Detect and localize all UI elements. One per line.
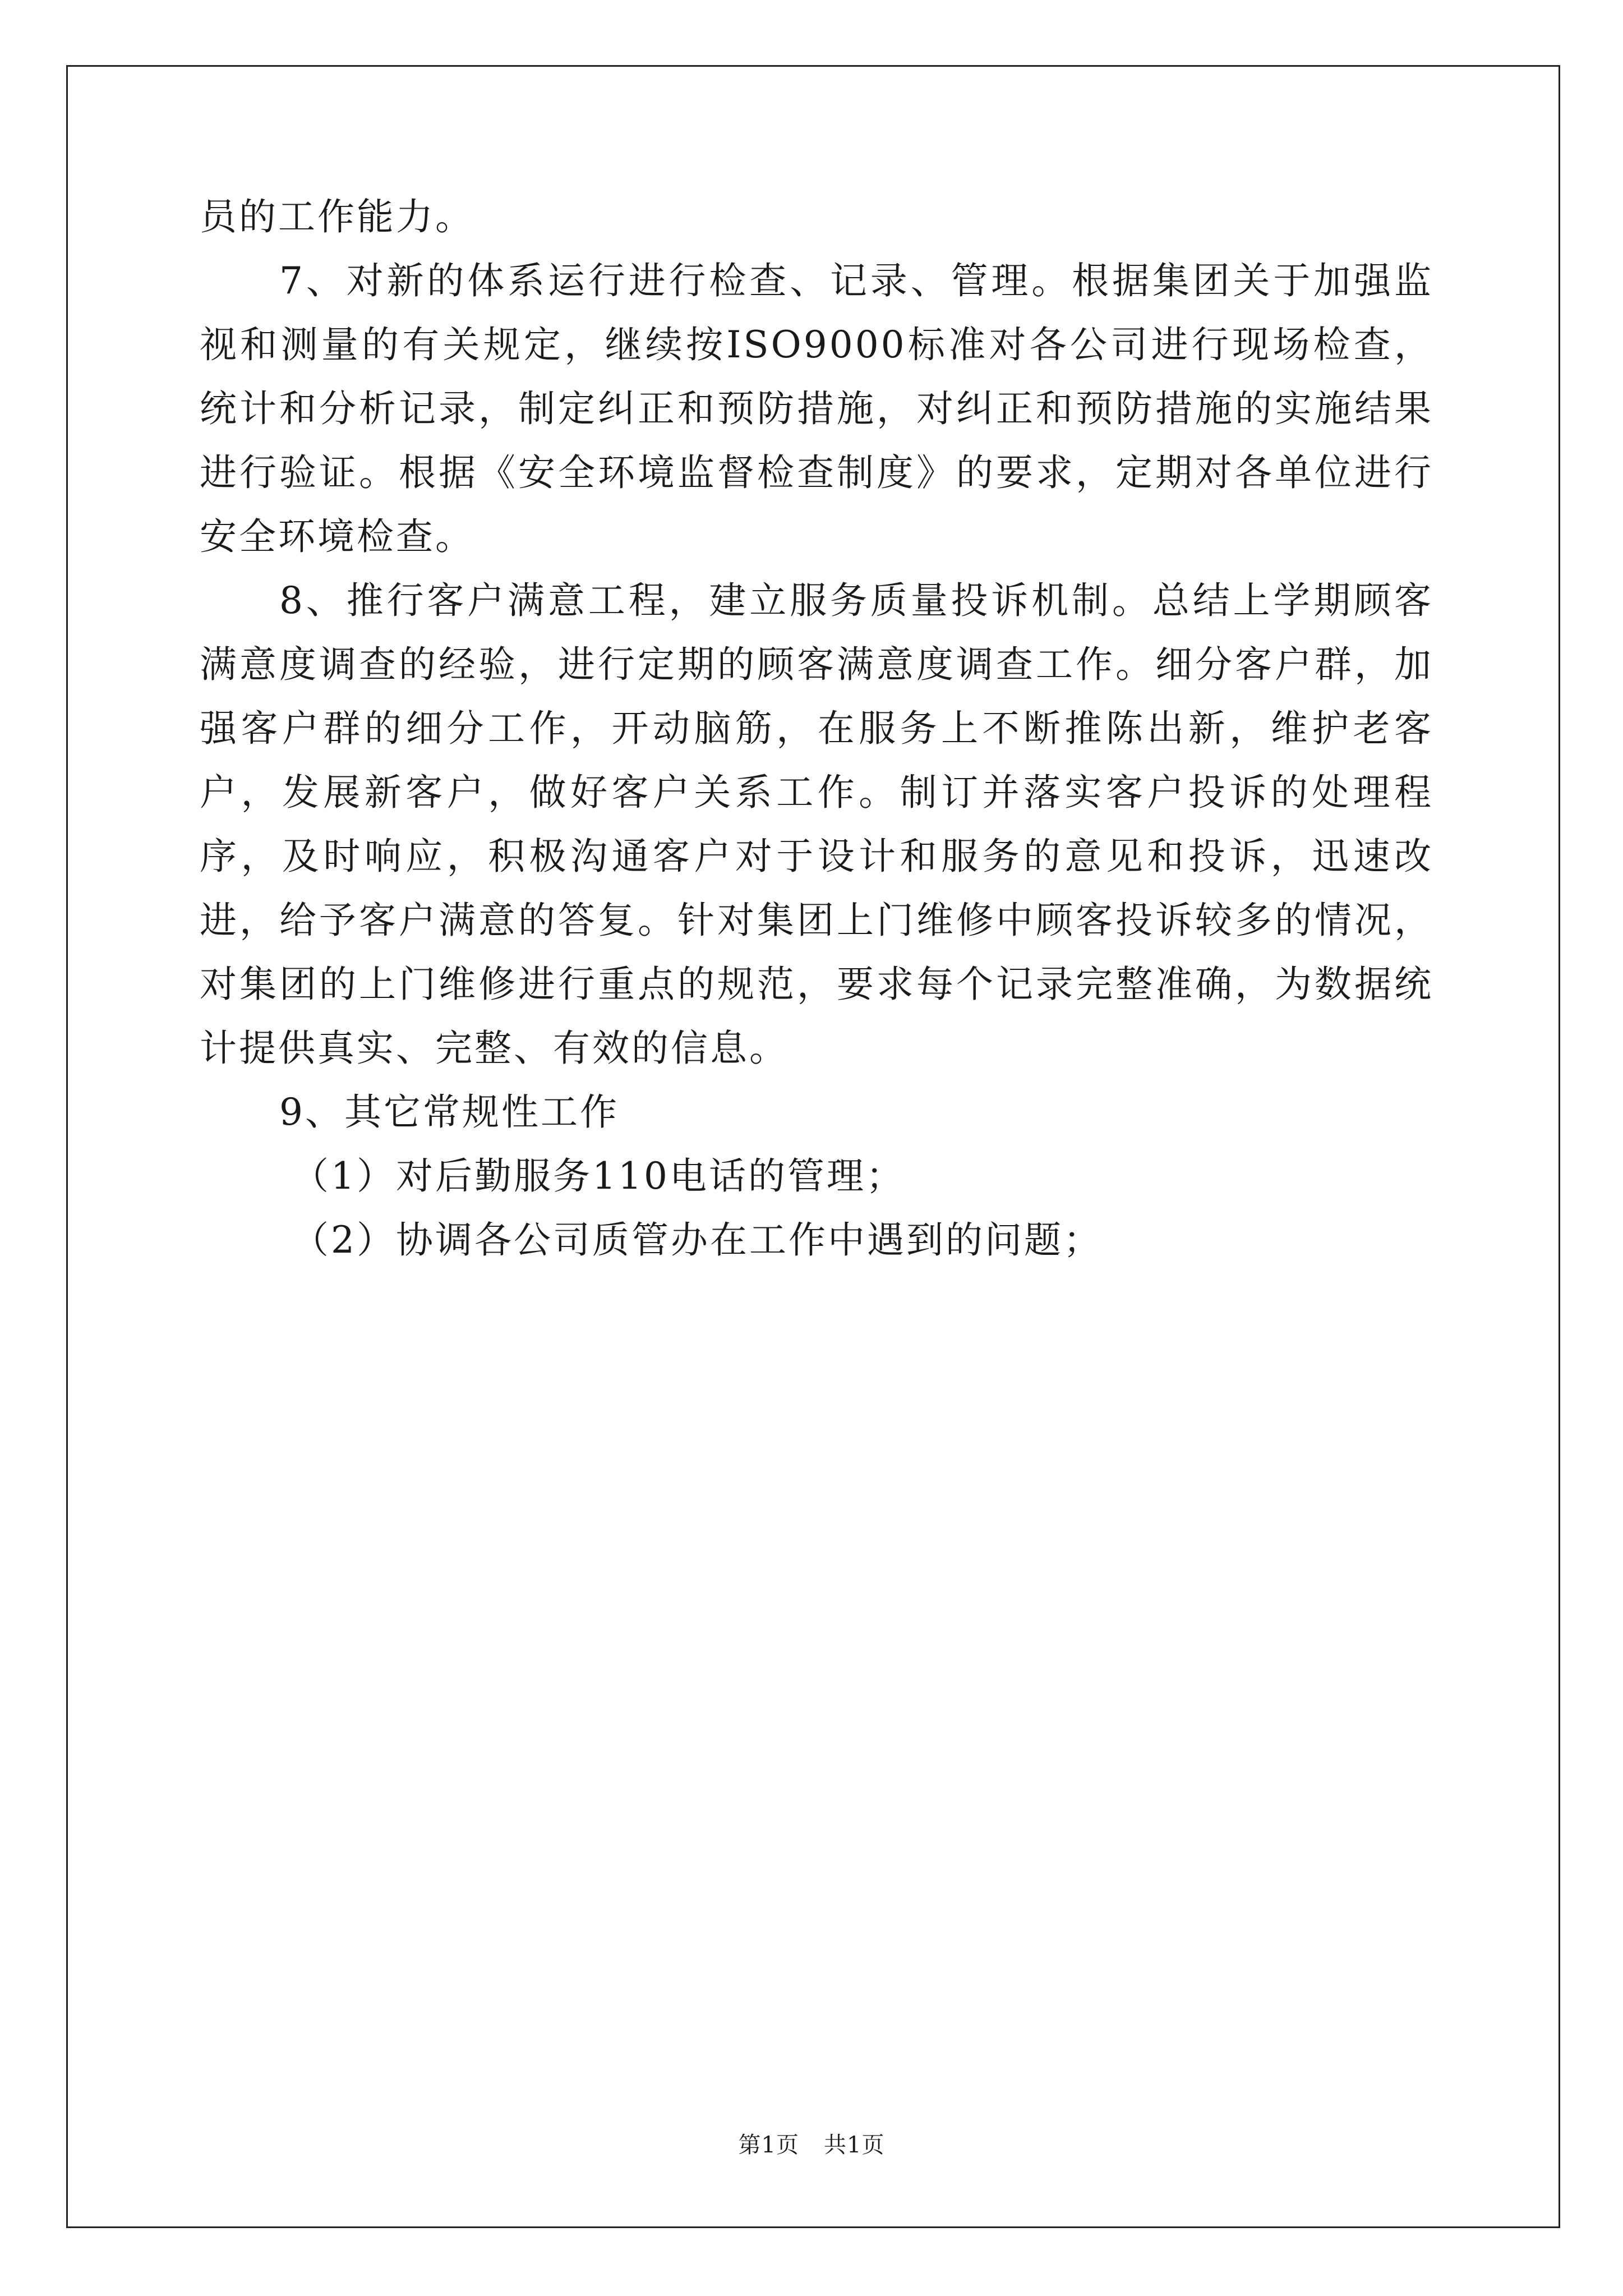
page-total: 共1页: [824, 2132, 885, 2158]
page-number: 第1页: [738, 2132, 799, 2158]
paragraph-item-9-1: （1）对后勤服务110电话的管理；: [292, 1154, 905, 1198]
page-footer: [0, 2127, 1623, 2159]
paragraph-item-9: 9、其它常规性工作: [279, 1091, 619, 1134]
paragraph-item-7: 7、对新的体系运行进行检查、记录、管理。根据集团关于加强监视和测量的有关规定，继续按ISO9000标准对各公司进行现场检查，统计和分析记录，制定纠正和预防措施，对纠正和预防措施的实施结果进行验证。根据《安全环境监督检查制度》的要求，定期对各单位进行安全环境检查。: [200, 259, 1433, 558]
paragraph-item-9-2: （2）协调各公司质管办在工作中遇到的问题；: [292, 1218, 1103, 1262]
document-body: [200, 185, 1433, 1272]
paragraph-item-8: 8、推行客户满意工程，建立服务质量投诉机制。总结上学期顾客满意度调查的经验，进行定期的顾客满意度调查工作。细分客户群，加强客户群的细分工作，开动脑筋，在服务上不断推陈出新，维护老客户，发展新客户，做好客户关系工作。制订并落实客户投诉的处理程序，及时响应，积极沟通客户对于设计和服务的意见和投诉，迅速改进，给予客户满意的答复。针对集团上门维修中顾客投诉较多的情况，对集团的上门维修进行重点的规范，要求每个记录完整准确，为数据统计提供真实、完整、有效的信息。: [200, 579, 1433, 1070]
paragraph-continuation: 员的工作能力。: [200, 195, 474, 238]
